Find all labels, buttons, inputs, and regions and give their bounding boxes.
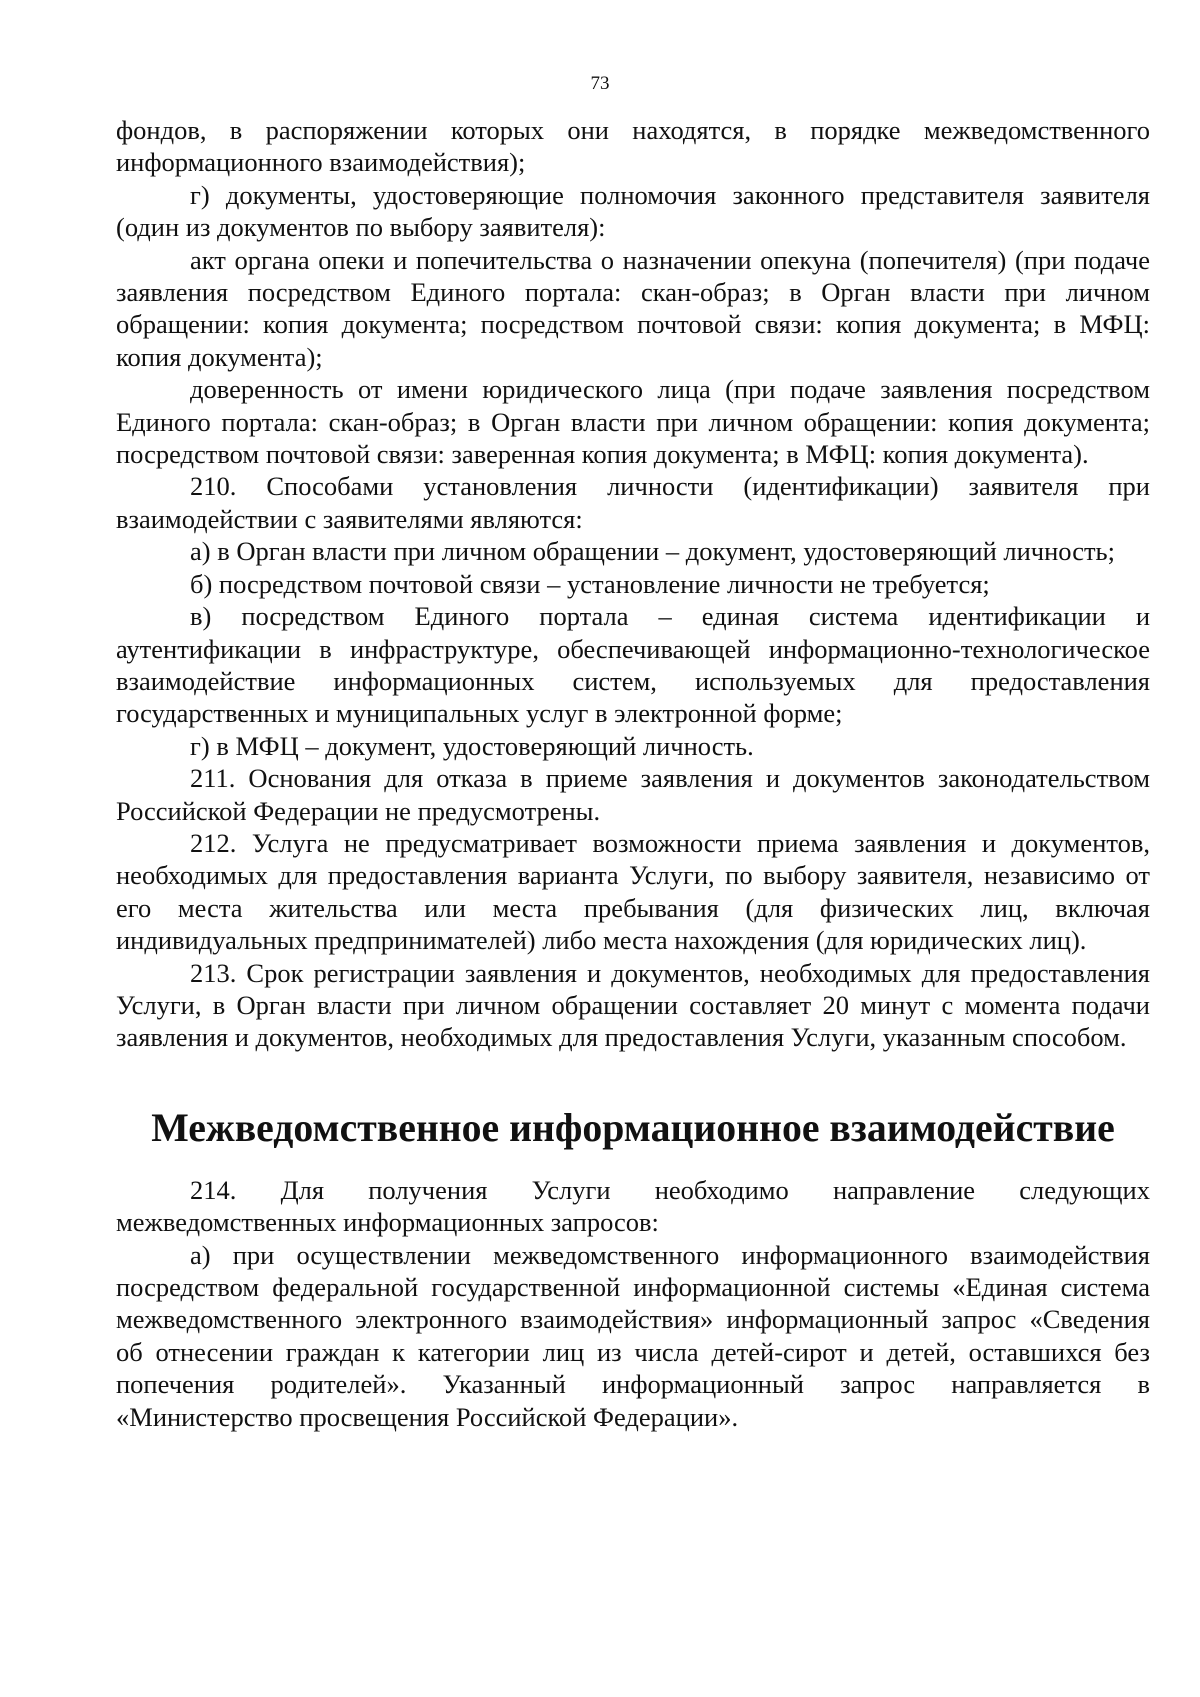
section-heading: Межведомственное информационное взаимодействие [151, 1105, 1115, 1150]
paragraph-item-g-representative-docs: г) документы, удостоверяющие полномочия законного представителя заявителя (один из документов по выбору заявителя): [116, 179, 1150, 243]
paragraph-213: 213. Срок регистрации заявления и документов, необходимых для предоставления Услуги, в Орган власти при личном обращении составляет 20 минут с момента подачи заявления и документов, необходимых для предоставления Услуги, указанным способом. [116, 957, 1150, 1053]
paragraph-211: 211. Основания для отказа в приеме заявления и документов законодательством Российской Федерации не предусмотрены. [116, 763, 1150, 826]
paragraph-210-a: а) в Орган власти при личном обращении – документ, удостоверяющий личность; [190, 536, 1115, 567]
paragraph-continuation: фондов, в распоряжении которых они находятся, в порядке межведомственного информационного взаимодействия); [116, 115, 1150, 178]
paragraph-210-v: в) посредством Единого портала – единая система идентификации и аутентификации в инфраструктуре, обеспечивающей информационно-технологическое взаимодействие информационных систем, используемых для предоставления государственных и муниципальных услуг в электронной форме; [116, 601, 1150, 729]
paragraph-210-b: б) посредством почтовой связи – установление личности не требуется; [190, 568, 990, 599]
paragraph-212: 212. Услуга не предусматривает возможности приема заявления и документов, необходимых для предоставления варианта Услуги, по выбору заявителя, независимо от его места жительства или места пребывания (для физических лиц, включая индивидуальных предпринимателей) либо места нахождения (для юридических лиц). [116, 827, 1150, 956]
paragraph-214-a: а) при осуществлении межведомственного информационного взаимодействия посредством федеральной государственной информационной системы «Единая система межведомственного электронного взаимодействия» информационный запрос «Сведения об отнесении граждан к категории лиц из числа детей-сирот и детей, оставшихся без попечения родителей». Указанный информационный запрос направляется в «Министерство просвещения Российской Федерации». [116, 1239, 1150, 1432]
paragraph-guardianship-act: акт органа опеки и попечительства о назначении опекуна (попечителя) (при подаче заявления посредством Единого портала: скан-образ; в Орган власти при личном обращении: копия документа; посредством почтовой связи: копия документа; в МФЦ: копия документа); [116, 244, 1150, 372]
paragraph-210: 210. Способами установления личности (идентификации) заявителя при взаимодействии с заявителями являются: [116, 471, 1150, 534]
paragraph-214: 214. Для получения Услуги необходимо направление следующих межведомственных информационных запросов: [116, 1174, 1150, 1238]
document-body [116, 114, 1150, 1433]
paragraph-210-g: г) в МФЦ – документ, удостоверяющий личность. [190, 730, 754, 761]
paragraph-power-of-attorney: доверенность от имени юридического лица (при подаче заявления посредством Единого портала: скан-образ; в Орган власти при личном обращении: копия документа; посредством почтовой связи: заверенная копия документа; в МФЦ: копия документа). [116, 374, 1150, 470]
page-number: 73 [590, 73, 610, 94]
